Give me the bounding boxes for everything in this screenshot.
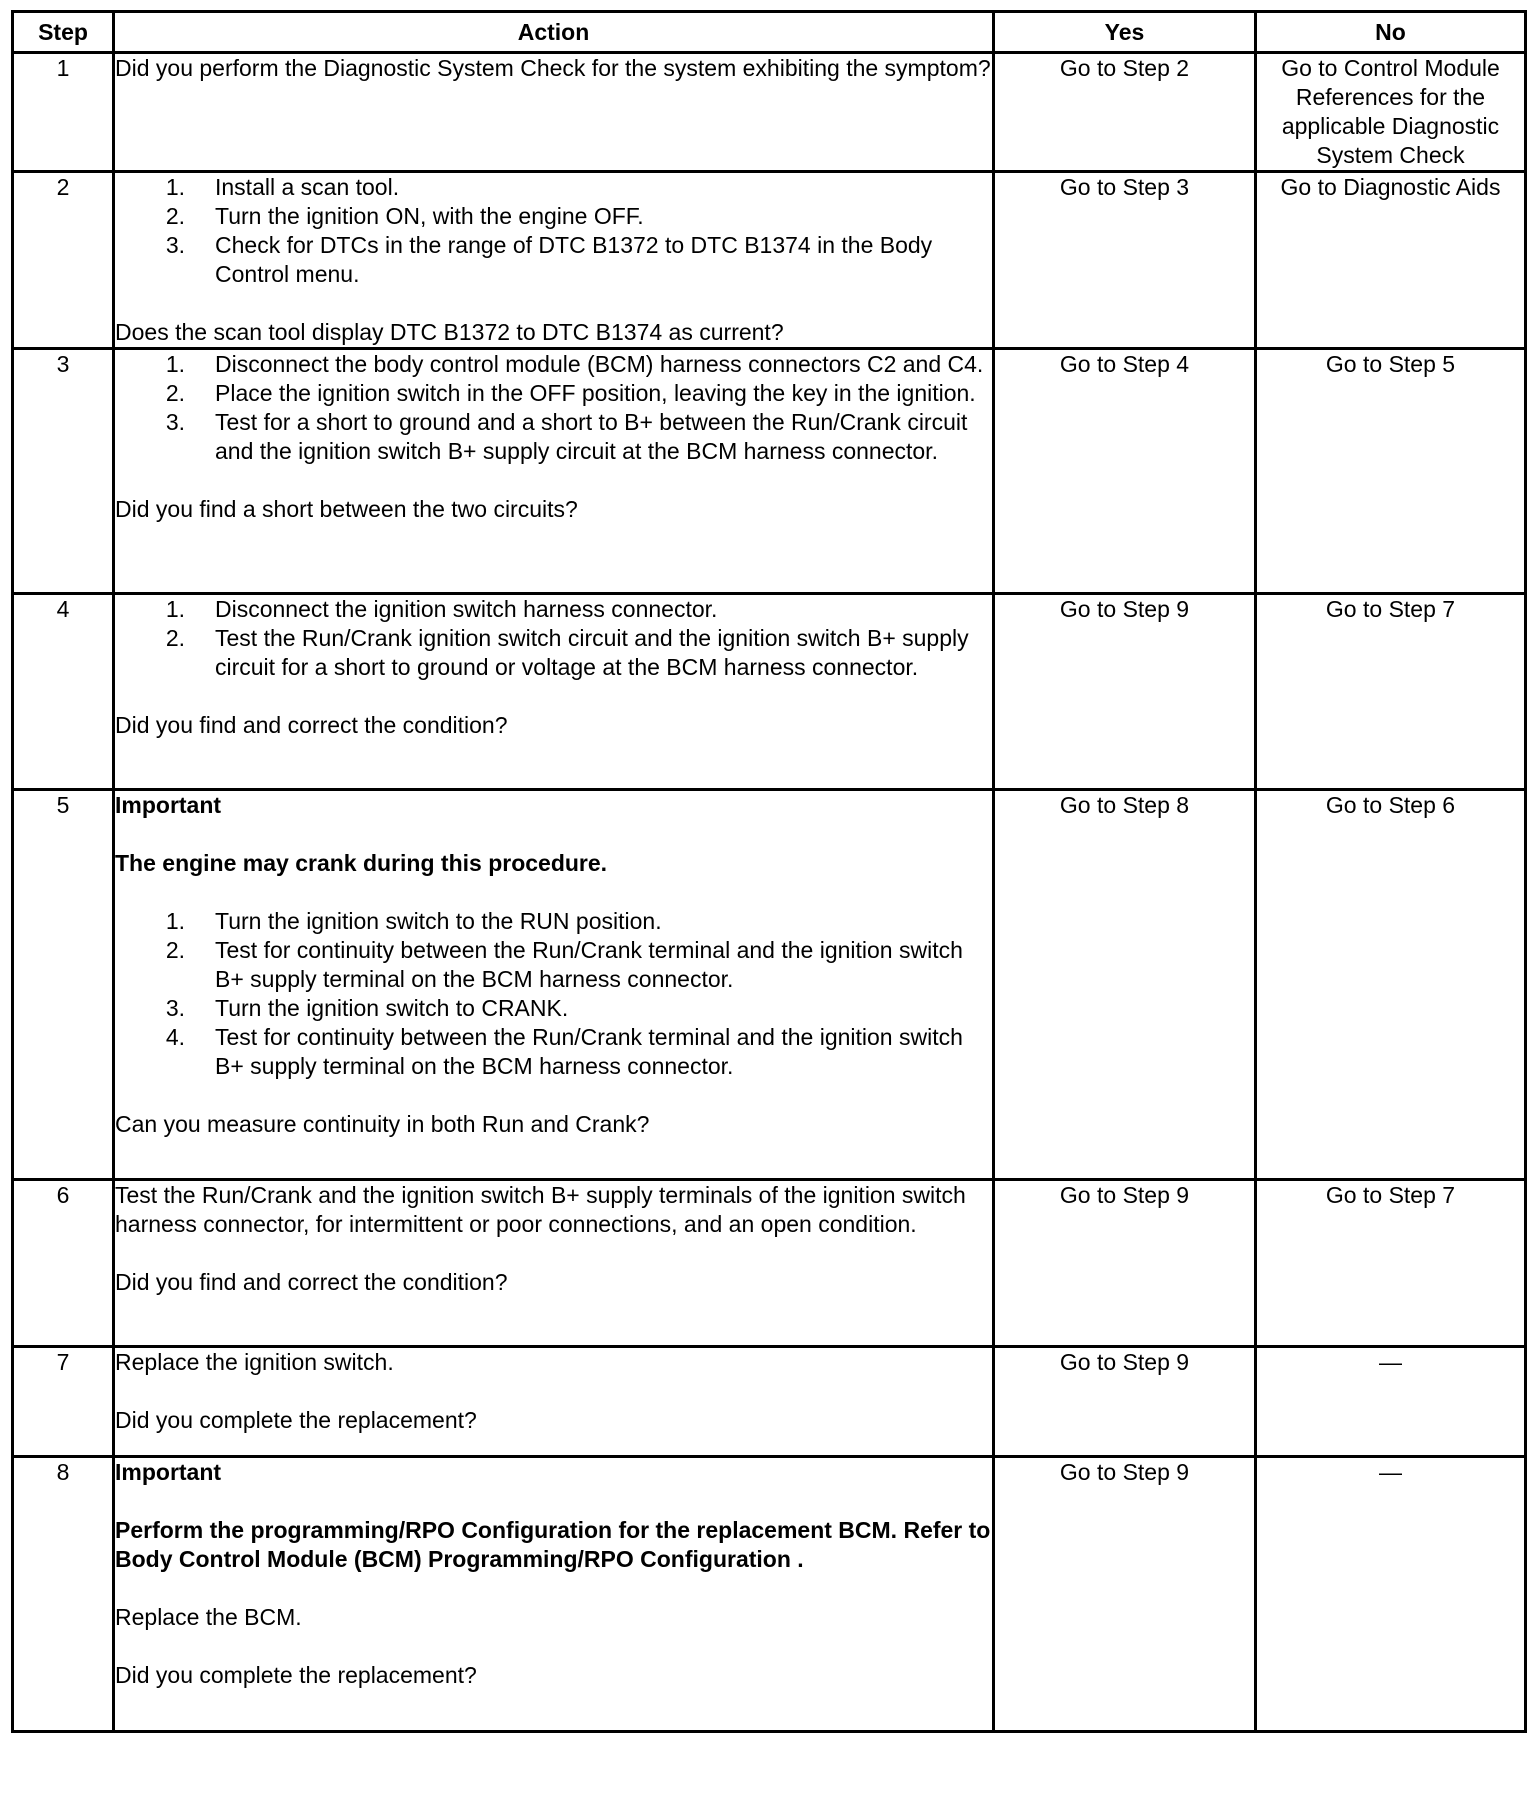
action-cell: [114, 1180, 994, 1347]
list-text: Test for continuity between the Run/Crank terminal and the ignition switch B+ supply terminal on the BCM harness connector.: [215, 1024, 963, 1079]
step-number: 1: [13, 53, 114, 172]
list-text: Check for DTCs in the range of DTC B1372 to DTC B1374 in the Body Control menu.: [215, 232, 933, 287]
action-steps: [115, 595, 992, 682]
action-question: Did you complete the replacement?: [115, 1407, 477, 1433]
action-cell: [114, 790, 994, 1180]
diagnostic-page: [11, 10, 1524, 1800]
list-item: [115, 936, 992, 994]
list-item: [115, 907, 992, 936]
list-item: [115, 1023, 992, 1081]
action-question: Did you find and correct the condition?: [115, 712, 508, 738]
yes-cell: Go to Step 3: [994, 172, 1256, 349]
list-number: 3.: [165, 232, 185, 258]
important-text: The engine may crank during this procedure.: [115, 850, 608, 876]
list-item: [115, 379, 992, 408]
table-row: [13, 1180, 1526, 1347]
table-row: [13, 172, 1526, 349]
list-text: Turn the ignition switch to the RUN position.: [215, 908, 662, 934]
important-text: Perform the programming/RPO Configuration for the replacement BCM. Refer to Body Control Module (BCM) Programming/RPO Configuration .: [115, 1517, 991, 1572]
yes-cell: Go to Step 9: [994, 1457, 1256, 1732]
list-number: 3.: [165, 409, 185, 435]
list-number: 1.: [165, 351, 185, 377]
list-item: [115, 350, 992, 379]
action-question: Did you complete the replacement?: [115, 1662, 477, 1688]
action-cell: [114, 53, 994, 172]
yes-cell: Go to Step 9: [994, 594, 1256, 790]
step-number: 3: [13, 349, 114, 594]
header-step: Step: [13, 12, 114, 53]
no-cell: Go to Step 7: [1256, 594, 1526, 790]
action-question: Did you find a short between the two circuits?: [115, 496, 578, 522]
header-row: [13, 12, 1526, 53]
no-cell: Go to Step 5: [1256, 349, 1526, 594]
list-number: 2.: [165, 203, 185, 229]
table-row: [13, 790, 1526, 1180]
list-item: [115, 595, 992, 624]
action-question: Does the scan tool display DTC B1372 to DTC B1374 as current?: [115, 319, 784, 345]
table-row: [13, 1347, 1526, 1457]
step-number: 4: [13, 594, 114, 790]
action-intro: Replace the ignition switch.: [115, 1349, 394, 1375]
list-number: 1.: [165, 596, 185, 622]
table-row: [13, 594, 1526, 790]
step-number: 6: [13, 1180, 114, 1347]
yes-cell: Go to Step 9: [994, 1180, 1256, 1347]
list-number: 2.: [165, 625, 185, 651]
action-question: Can you measure continuity in both Run and Crank?: [115, 1111, 650, 1137]
action-cell: [114, 1347, 994, 1457]
table-row: [13, 1457, 1526, 1732]
list-number: 3.: [165, 995, 185, 1021]
header-no: No: [1256, 12, 1526, 53]
yes-cell: Go to Step 2: [994, 53, 1256, 172]
no-cell: —: [1256, 1457, 1526, 1732]
list-text: Disconnect the body control module (BCM) harness connectors C2 and C4.: [215, 351, 984, 377]
action-steps: [115, 907, 992, 1081]
list-item: [115, 624, 992, 682]
action-intro: Did you perform the Diagnostic System Check for the system exhibiting the symptom?: [115, 55, 991, 81]
list-number: 1.: [165, 174, 185, 200]
action-steps: [115, 173, 992, 289]
list-item: [115, 173, 992, 202]
diagnostic-table: [11, 10, 1527, 1733]
no-cell: Go to Control Module References for the applicable Diagnostic System Check: [1256, 53, 1526, 172]
list-text: Test for a short to ground and a short to B+ between the Run/Crank circuit and the ignition switch B+ supply circuit at the BCM harness connector.: [215, 409, 968, 464]
table-row: [13, 349, 1526, 594]
header-action: Action: [114, 12, 994, 53]
yes-cell: Go to Step 9: [994, 1347, 1256, 1457]
table-row: [13, 53, 1526, 172]
no-cell: Go to Step 7: [1256, 1180, 1526, 1347]
list-text: Test the Run/Crank ignition switch circuit and the ignition switch B+ supply circuit for a short to ground or voltage at the BCM harness connector.: [215, 625, 969, 680]
action-steps: [115, 350, 992, 466]
no-cell: —: [1256, 1347, 1526, 1457]
list-number: 1.: [165, 908, 185, 934]
header-yes: Yes: [994, 12, 1256, 53]
action-intro: Replace the BCM.: [115, 1604, 302, 1630]
list-text: Test for continuity between the Run/Crank terminal and the ignition switch B+ supply terminal on the BCM harness connector.: [215, 937, 963, 992]
action-cell: [114, 1457, 994, 1732]
list-item: [115, 408, 992, 466]
list-number: 4.: [165, 1024, 185, 1050]
important-label: Important: [115, 792, 222, 818]
step-number: 5: [13, 790, 114, 1180]
list-item: [115, 202, 992, 231]
list-text: Turn the ignition switch to CRANK.: [215, 995, 569, 1021]
list-number: 2.: [165, 937, 185, 963]
list-text: Turn the ignition ON, with the engine OFF.: [215, 203, 644, 229]
action-question: Did you find and correct the condition?: [115, 1269, 508, 1295]
step-number: 8: [13, 1457, 114, 1732]
list-text: Place the ignition switch in the OFF position, leaving the key in the ignition.: [215, 380, 976, 406]
list-text: Disconnect the ignition switch harness connector.: [215, 596, 718, 622]
action-cell: [114, 349, 994, 594]
no-cell: Go to Step 6: [1256, 790, 1526, 1180]
step-number: 2: [13, 172, 114, 349]
action-intro: Test the Run/Crank and the ignition switch B+ supply terminals of the ignition switch harness connector, for intermittent or poor connections, and an open condition.: [115, 1182, 966, 1237]
yes-cell: Go to Step 8: [994, 790, 1256, 1180]
important-label: Important: [115, 1459, 222, 1485]
action-cell: [114, 594, 994, 790]
no-cell: Go to Diagnostic Aids: [1256, 172, 1526, 349]
step-number: 7: [13, 1347, 114, 1457]
list-text: Install a scan tool.: [215, 174, 400, 200]
list-item: [115, 231, 992, 289]
list-number: 2.: [165, 380, 185, 406]
action-cell: [114, 172, 994, 349]
list-item: [115, 994, 992, 1023]
yes-cell: Go to Step 4: [994, 349, 1256, 594]
